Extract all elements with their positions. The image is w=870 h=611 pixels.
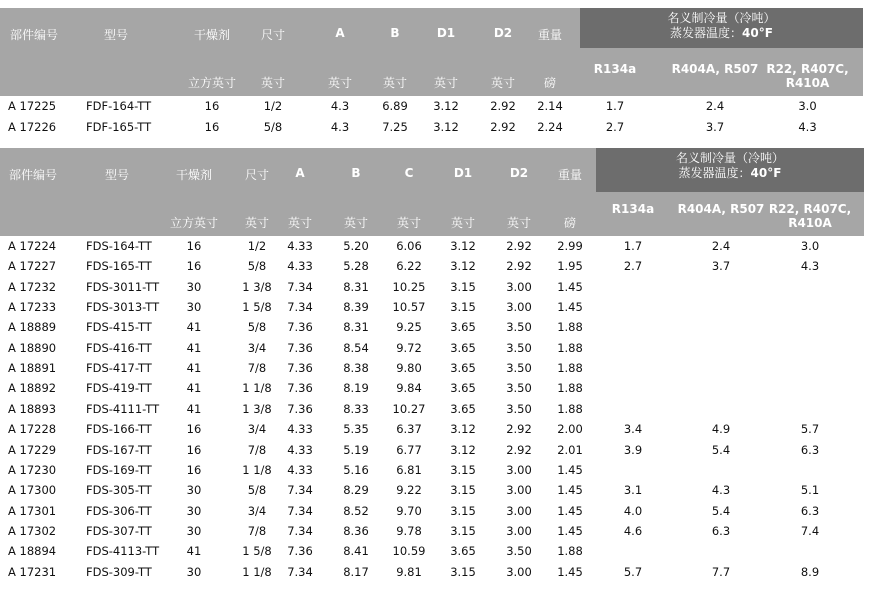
cell-r404a: 3.7 — [705, 119, 725, 134]
t1-evap-label: 蒸发器温度： — [670, 26, 743, 40]
cell-part: A 18891 — [8, 361, 57, 376]
cell-b: 5.19 — [343, 442, 369, 457]
cell-b: 8.54 — [343, 340, 369, 355]
cell-d2: 3.00 — [506, 300, 532, 315]
t1-unit-b: 英寸 — [382, 76, 407, 90]
t2-capacity-title-box — [596, 148, 864, 192]
cell-part: A 18893 — [8, 401, 57, 416]
t2-unit-a: 英寸 — [287, 216, 312, 230]
cell-drier: 16 — [204, 119, 220, 134]
t1-col-r22: R22, R407C, R410A — [766, 62, 849, 90]
cell-r134a: 5.7 — [623, 564, 643, 579]
cell-size: 3/4 — [247, 503, 267, 518]
cell-drier: 16 — [204, 99, 220, 113]
cell-r404a: 7.7 — [711, 564, 731, 579]
table-row — [0, 378, 870, 398]
cell-d1: 3.15 — [450, 462, 476, 477]
cell-r404a: 6.3 — [711, 523, 731, 538]
cell-model: FDS-167-TT — [86, 442, 152, 457]
cell-d2: 3.00 — [506, 279, 532, 294]
t2-evap-line — [596, 166, 864, 181]
cell-b: 5.35 — [343, 422, 369, 437]
cell-size: 1 5/8 — [242, 544, 272, 559]
cell-model: FDS-305-TT — [86, 483, 152, 498]
cell-model: FDS-3013-TT — [86, 300, 160, 315]
cell-drier: 30 — [186, 564, 202, 579]
t1-col-size: 尺寸 — [260, 28, 285, 42]
t2-capacity-title: 名义制冷量（冷吨） — [675, 151, 784, 165]
t1-col-d1: D1 — [436, 26, 456, 40]
cell-b: 8.31 — [343, 320, 369, 335]
t1-col-d2: D2 — [493, 26, 513, 40]
cell-r134a: 3.1 — [623, 483, 643, 498]
cell-part: A 17227 — [8, 259, 57, 274]
t2-unit-b: 英寸 — [343, 216, 368, 230]
cell-c: 9.72 — [396, 340, 422, 355]
cell-part: A 18890 — [8, 340, 57, 355]
t2-col-b: B — [351, 166, 361, 180]
t2-col-r404a: R404A, R507 — [677, 202, 765, 216]
cell-r22: 5.1 — [800, 483, 820, 498]
cell-c: 6.22 — [396, 259, 422, 274]
cell-c: 9.84 — [396, 381, 422, 396]
cell-drier: 41 — [186, 320, 202, 335]
cell-drier: 30 — [186, 503, 202, 518]
t1-col-drier: 干燥剂 — [193, 28, 230, 42]
t1-unit-size: 英寸 — [260, 76, 285, 90]
cell-weight: 1.88 — [557, 320, 583, 335]
table-row — [0, 277, 870, 297]
t2-unit-d2: 英寸 — [506, 216, 531, 230]
t2-evap-value: 40°F — [750, 166, 782, 180]
cell-d2: 3.00 — [506, 564, 532, 579]
t2-col-size: 尺寸 — [244, 168, 269, 182]
cell-b: 5.20 — [343, 239, 369, 253]
cell-drier: 41 — [186, 401, 202, 416]
cell-b: 7.25 — [382, 119, 408, 134]
cell-d1: 3.65 — [450, 544, 476, 559]
cell-r404a: 4.3 — [711, 483, 731, 498]
cell-size: 3/4 — [247, 340, 267, 355]
cell-size: 7/8 — [247, 442, 267, 457]
cell-model: FDS-165-TT — [86, 259, 152, 274]
cell-a: 7.36 — [287, 381, 313, 396]
cell-part: A 18894 — [8, 544, 57, 559]
t1-col-weight: 重量 — [537, 28, 562, 42]
cell-r22: 8.9 — [800, 564, 820, 579]
t2-col-model: 型号 — [104, 168, 129, 182]
t1-col-b: B — [390, 26, 400, 40]
cell-d1: 3.12 — [450, 442, 476, 457]
cell-size: 1 1/8 — [242, 462, 272, 477]
cell-a: 4.3 — [330, 99, 350, 113]
cell-b: 8.41 — [343, 544, 369, 559]
cell-d2: 2.92 — [506, 422, 532, 437]
table-row — [0, 480, 870, 500]
table-row — [0, 419, 870, 439]
t2-col-d1: D1 — [453, 166, 473, 180]
cell-d1: 3.15 — [450, 523, 476, 538]
cell-size: 1 5/8 — [242, 300, 272, 315]
cell-model: FDS-4111-TT — [86, 401, 160, 416]
t1-unit-d1: 英寸 — [433, 76, 458, 90]
cell-r22: 3.0 — [798, 99, 817, 113]
cell-drier: 41 — [186, 544, 202, 559]
cell-r22: 4.3 — [800, 259, 820, 274]
cell-b: 8.52 — [343, 503, 369, 518]
cell-c: 9.70 — [396, 503, 422, 518]
cell-d2: 3.50 — [506, 320, 532, 335]
table2-header — [0, 148, 596, 236]
t2-unit-size: 英寸 — [244, 216, 269, 230]
cell-drier: 16 — [186, 239, 202, 253]
cell-b: 5.28 — [343, 259, 369, 274]
cell-drier: 41 — [186, 361, 202, 376]
cell-d2: 2.92 — [490, 99, 516, 113]
cell-d1: 3.65 — [450, 340, 476, 355]
cell-a: 4.33 — [287, 442, 313, 457]
cell-a: 7.34 — [287, 279, 313, 294]
table-row — [0, 236, 870, 256]
cell-model: FDF-164-TT — [86, 99, 152, 113]
t2-col-part: 部件编号 — [8, 168, 57, 182]
cell-d2: 3.00 — [506, 483, 532, 498]
t1-unit-drier: 立方英寸 — [187, 76, 236, 90]
t1-col-r404a: R404A, R507 — [671, 62, 759, 76]
cell-c: 10.59 — [392, 544, 426, 559]
cell-b: 8.31 — [343, 279, 369, 294]
cell-part: A 17230 — [8, 462, 57, 477]
cell-d1: 3.12 — [433, 119, 459, 134]
cell-drier: 30 — [186, 279, 202, 294]
cell-part: A 18889 — [8, 320, 57, 335]
table-row — [0, 562, 870, 582]
cell-r22: 6.3 — [800, 442, 820, 457]
cell-r22: 6.3 — [800, 503, 820, 518]
cell-size: 5/8 — [247, 259, 267, 274]
table-row — [0, 317, 870, 337]
cell-d2: 2.92 — [506, 259, 532, 274]
cell-b: 8.39 — [343, 300, 369, 315]
cell-c: 9.80 — [396, 361, 422, 376]
cell-d2: 2.92 — [506, 442, 532, 457]
cell-part: A 17231 — [8, 564, 57, 579]
cell-weight: 1.45 — [557, 483, 583, 498]
cell-part: A 17302 — [8, 523, 57, 538]
cell-drier: 30 — [186, 300, 202, 315]
cell-model: FDS-415-TT — [86, 320, 152, 335]
cell-b: 8.29 — [343, 483, 369, 498]
table-row — [0, 358, 870, 378]
t2-unit-weight: 磅 — [563, 216, 576, 230]
cell-b: 5.16 — [343, 462, 369, 477]
cell-d1: 3.65 — [450, 361, 476, 376]
cell-r134a: 4.0 — [623, 503, 643, 518]
cell-a: 7.36 — [287, 340, 313, 355]
table-row — [0, 460, 870, 480]
cell-size: 7/8 — [247, 523, 267, 538]
t2-unit-c: 英寸 — [396, 216, 421, 230]
cell-a: 7.34 — [287, 300, 313, 315]
cell-d2: 2.92 — [490, 119, 516, 134]
cell-b: 8.38 — [343, 361, 369, 376]
cell-drier: 16 — [186, 442, 202, 457]
cell-a: 7.36 — [287, 544, 313, 559]
cell-model: FDS-417-TT — [86, 361, 152, 376]
cell-drier: 41 — [186, 381, 202, 396]
cell-d2: 3.00 — [506, 462, 532, 477]
table-row — [0, 117, 870, 137]
table-row — [0, 297, 870, 317]
cell-model: FDS-419-TT — [86, 381, 152, 396]
cell-model: FDS-3011-TT — [86, 279, 160, 294]
cell-d1: 3.15 — [450, 503, 476, 518]
cell-d1: 3.12 — [433, 99, 459, 113]
cell-r404a: 2.4 — [711, 239, 731, 253]
cell-model: FDS-164-TT — [86, 239, 152, 253]
t1-evap-value: 40°F — [742, 26, 773, 40]
cell-weight: 1.45 — [557, 523, 583, 538]
cell-weight: 2.00 — [557, 422, 583, 437]
cell-model: FDS-307-TT — [86, 523, 152, 538]
cell-model: FDS-166-TT — [86, 422, 152, 437]
cell-size: 1 3/8 — [242, 279, 272, 294]
cell-size: 1 3/8 — [242, 401, 272, 416]
cell-r134a: 4.6 — [623, 523, 643, 538]
cell-r134a: 3.4 — [623, 422, 643, 437]
t1-col-r134a: R134a — [593, 62, 637, 76]
cell-drier: 16 — [186, 422, 202, 437]
cell-c: 6.81 — [396, 462, 422, 477]
cell-size: 5/8 — [247, 483, 267, 498]
table1-header — [0, 8, 580, 96]
cell-c: 9.25 — [396, 320, 422, 335]
cell-weight: 1.88 — [557, 381, 583, 396]
cell-r404a: 5.4 — [711, 503, 731, 518]
table-row — [0, 521, 870, 541]
cell-size: 1/2 — [247, 239, 267, 253]
cell-weight: 1.88 — [557, 361, 583, 376]
cell-d2: 3.00 — [506, 503, 532, 518]
t2-col-weight: 重量 — [557, 168, 582, 182]
cell-a: 7.34 — [287, 523, 313, 538]
cell-c: 6.77 — [396, 442, 422, 457]
cell-drier: 41 — [186, 340, 202, 355]
t1-unit-weight: 磅 — [543, 76, 556, 90]
t2-col-d2: D2 — [509, 166, 529, 180]
cell-part: A 17225 — [8, 99, 57, 113]
cell-part: A 17301 — [8, 503, 57, 518]
cell-a: 4.33 — [287, 259, 313, 274]
cell-weight: 1.45 — [557, 503, 583, 518]
table-row — [0, 256, 870, 276]
t2-col-a: A — [295, 166, 305, 180]
cell-a: 7.36 — [287, 401, 313, 416]
cell-b: 8.17 — [343, 564, 369, 579]
table-row — [0, 96, 870, 116]
t2-col-drier: 干燥剂 — [175, 168, 212, 182]
t1-col-model: 型号 — [103, 28, 128, 42]
cell-size: 1 1/8 — [242, 564, 272, 579]
cell-weight: 1.88 — [557, 401, 583, 416]
cell-drier: 30 — [186, 523, 202, 538]
cell-b: 8.19 — [343, 381, 369, 396]
cell-d2: 3.00 — [506, 523, 532, 538]
cell-d1: 3.65 — [450, 320, 476, 335]
cell-d2: 3.50 — [506, 340, 532, 355]
t2-unit-d1: 英寸 — [450, 216, 475, 230]
cell-b: 6.89 — [382, 99, 408, 113]
t2-col-r134a: R134a — [611, 202, 655, 216]
cell-part: A 17224 — [8, 239, 57, 253]
cell-weight: 2.01 — [557, 442, 583, 457]
cell-d1: 3.15 — [450, 483, 476, 498]
cell-r404a: 5.4 — [711, 442, 731, 457]
cell-c: 10.57 — [392, 300, 426, 315]
cell-a: 7.36 — [287, 320, 313, 335]
cell-part: A 18892 — [8, 381, 57, 396]
t2-col-c: C — [404, 166, 414, 180]
cell-r404a: 3.7 — [711, 259, 731, 274]
table-row — [0, 399, 870, 419]
cell-model: FDS-169-TT — [86, 462, 152, 477]
cell-b: 8.33 — [343, 401, 369, 416]
cell-b: 8.36 — [343, 523, 369, 538]
t1-unit-a: 英寸 — [327, 76, 352, 90]
cell-r134a: 2.7 — [623, 259, 643, 274]
t2-evap-label: 蒸发器温度： — [678, 166, 751, 180]
cell-model: FDS-306-TT — [86, 503, 152, 518]
table-row — [0, 440, 870, 460]
cell-size: 1/2 — [263, 99, 283, 113]
cell-r22: 4.3 — [798, 119, 817, 134]
cell-r404a: 4.9 — [711, 422, 731, 437]
cell-r134a: 1.7 — [605, 99, 625, 113]
cell-r22: 3.0 — [800, 239, 820, 253]
cell-c: 9.22 — [396, 483, 422, 498]
cell-r22: 7.4 — [800, 523, 820, 538]
t1-capacity-title: 名义制冷量（冷吨） — [667, 11, 776, 25]
cell-d1: 3.15 — [450, 279, 476, 294]
cell-d2: 3.50 — [506, 401, 532, 416]
t1-evap-line — [580, 26, 863, 41]
cell-part: A 17226 — [8, 119, 57, 134]
cell-drier: 16 — [186, 462, 202, 477]
cell-c: 10.25 — [392, 279, 426, 294]
cell-a: 7.34 — [287, 483, 313, 498]
cell-r22: 5.7 — [800, 422, 820, 437]
cell-d2: 3.50 — [506, 361, 532, 376]
cell-weight: 1.45 — [557, 279, 583, 294]
cell-d2: 2.92 — [506, 239, 532, 253]
cell-size: 1 1/8 — [242, 381, 272, 396]
cell-drier: 30 — [186, 483, 202, 498]
cell-d1: 3.15 — [450, 300, 476, 315]
t1-capacity-title-box — [580, 8, 863, 48]
cell-d2: 3.50 — [506, 381, 532, 396]
cell-weight: 2.24 — [537, 119, 563, 134]
cell-size: 5/8 — [247, 320, 267, 335]
t1-unit-d2: 英寸 — [490, 76, 515, 90]
cell-c: 6.06 — [396, 239, 422, 253]
cell-r404a: 2.4 — [705, 99, 725, 113]
cell-a: 4.33 — [287, 422, 313, 437]
cell-r134a: 3.9 — [623, 442, 643, 457]
cell-d1: 3.12 — [450, 422, 476, 437]
cell-c: 6.37 — [396, 422, 422, 437]
cell-a: 7.34 — [287, 564, 313, 579]
cell-weight: 2.99 — [557, 239, 583, 253]
cell-weight: 1.88 — [557, 340, 583, 355]
cell-weight: 1.88 — [557, 544, 583, 559]
cell-c: 9.78 — [396, 523, 422, 538]
cell-a: 4.33 — [287, 462, 313, 477]
cell-a: 4.3 — [330, 119, 350, 134]
cell-d1: 3.15 — [450, 564, 476, 579]
cell-weight: 2.14 — [537, 99, 563, 113]
cell-part: A 17233 — [8, 300, 57, 315]
cell-r134a: 1.7 — [623, 239, 643, 253]
cell-model: FDF-165-TT — [86, 119, 152, 134]
cell-d1: 3.65 — [450, 401, 476, 416]
cell-a: 7.36 — [287, 361, 313, 376]
cell-d1: 3.65 — [450, 381, 476, 396]
cell-weight: 1.95 — [557, 259, 583, 274]
cell-part: A 17228 — [8, 422, 57, 437]
cell-size: 3/4 — [247, 422, 267, 437]
table-row — [0, 501, 870, 521]
cell-size: 7/8 — [247, 361, 267, 376]
cell-size: 5/8 — [263, 119, 283, 134]
cell-a: 7.34 — [287, 503, 313, 518]
cell-a: 4.33 — [287, 239, 313, 253]
t2-col-r22: R22, R407C, R410A — [768, 202, 852, 230]
cell-drier: 16 — [186, 259, 202, 274]
cell-part: A 17229 — [8, 442, 57, 457]
t1-col-part: 部件编号 — [9, 28, 58, 42]
cell-model: FDS-4113-TT — [86, 544, 160, 559]
table-row — [0, 338, 870, 358]
cell-model: FDS-309-TT — [86, 564, 152, 579]
table-row — [0, 541, 870, 561]
t1-col-a: A — [335, 26, 345, 40]
cell-c: 10.27 — [392, 401, 426, 416]
cell-c: 9.81 — [396, 564, 422, 579]
cell-part: A 17232 — [8, 279, 57, 294]
cell-weight: 1.45 — [557, 300, 583, 315]
cell-d1: 3.12 — [450, 259, 476, 274]
t2-unit-drier: 立方英寸 — [169, 216, 218, 230]
cell-d2: 3.50 — [506, 544, 532, 559]
cell-model: FDS-416-TT — [86, 340, 152, 355]
cell-part: A 17300 — [8, 483, 57, 498]
cell-d1: 3.12 — [450, 239, 476, 253]
cell-weight: 1.45 — [557, 564, 583, 579]
cell-r134a: 2.7 — [605, 119, 625, 134]
cell-weight: 1.45 — [557, 462, 583, 477]
